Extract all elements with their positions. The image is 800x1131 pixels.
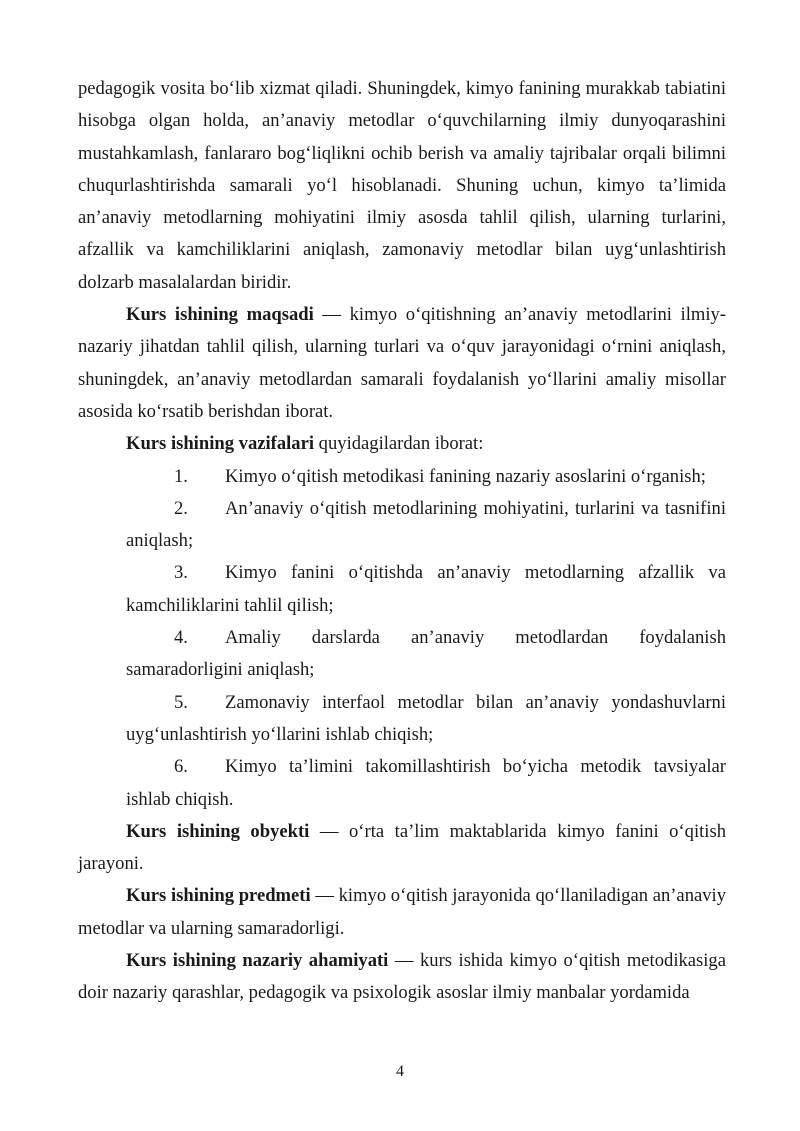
object-label: Kurs ishining obyekti — [126, 820, 310, 842]
task-text: Amaliy darslarda an’anaviy metodlardan foydalanish samaradorligini aniqlash; — [126, 627, 726, 681]
subject-paragraph — [78, 880, 726, 945]
task-item-1 — [78, 461, 726, 493]
task-number: 6. — [174, 756, 188, 778]
object-paragraph — [78, 816, 726, 881]
task-number: 2. — [174, 497, 188, 519]
task-item-6 — [78, 751, 726, 816]
task-number: 1. — [174, 465, 188, 487]
tasks-text: quyidagilardan iborat: — [314, 433, 484, 455]
task-text: An’anaviy o‘qitish metodlarining mohiyatini, turlarini va tasnifini aniqlash; — [126, 497, 726, 552]
goal-paragraph — [78, 299, 726, 428]
tasks-paragraph — [78, 428, 726, 460]
task-number: 3. — [174, 562, 188, 584]
task-number: 4. — [174, 627, 188, 649]
task-item-4 — [78, 622, 726, 687]
page-number: 4 — [396, 1063, 404, 1080]
task-item-2 — [78, 493, 726, 558]
subject-text: — kimyo o‘qitish jarayonida qo‘llaniladigan an’anaviy metodlar va ularning samaradorligi. — [78, 885, 726, 939]
task-number: 5. — [174, 691, 188, 713]
task-text: Kimyo fanini o‘qitishda an’anaviy metodlarning afzallik va kamchiliklarini tahlil qilish; — [126, 562, 726, 616]
theory-paragraph — [78, 945, 726, 1010]
task-text: Kimyo o‘qitish metodikasi fanining nazariy asoslarini o‘rganish; — [225, 465, 706, 487]
task-item-3 — [78, 557, 726, 622]
object-text: — o‘rta ta’lim maktablarida kimyo fanini o‘qitish jarayoni. — [78, 820, 726, 875]
tasks-label: Kurs ishining vazifalari — [126, 433, 315, 455]
theory-label: Kurs ishining nazariy ahamiyati — [126, 950, 389, 972]
task-text: Zamonaviy interfaol metodlar bilan an’anaviy yondashuvlarni uyg‘unlashtirish yo‘llarini ishlab chiqish; — [126, 691, 726, 745]
task-text: Kimyo ta’limini takomillashtirish bo‘yicha metodik tavsiyalar ishlab chiqish. — [126, 756, 726, 810]
goal-text: — kimyo o‘qitishning an’anaviy metodlarini ilmiy-nazariy jihatdan tahlil qilish, ularning turlari va o‘quv jarayonidagi o‘rnini aniqlash, shuningdek, an’anaviy metodlardan samarali foydalanish yo‘llarini amaliy misollar asosida ko‘rsatib berishdan iborat. — [78, 304, 726, 422]
task-item-5 — [78, 687, 726, 752]
theory-text: — kurs ishida kimyo o‘qitish metodikasiga doir nazariy qarashlar, pedagogik va psixologik asoslar ilmiy manbalar yordamida — [78, 950, 726, 1004]
goal-label: Kurs ishining maqsadi — [126, 304, 314, 326]
page-content — [78, 73, 726, 1010]
subject-label: Kurs ishining predmeti — [126, 885, 311, 907]
intro-paragraph: pedagogik vosita bo‘lib xizmat qiladi. Shuningdek, kimyo fanining murakkab tabiatini hisobga olgan holda, an’anaviy metodlar o‘quvchilarning ilmiy dunyoqarashini mustahkamlash, fanlararo bog‘liqlikni ochib berish va amaliy tajribalar orqali bilimni chuqurlashtirishda samarali yo‘l hisoblanadi. Shuning uchun, kimyo ta’limida an’anaviy metodlarning mohiyatini ilmiy asosda tahlil qilish, ularning turlarini, afzallik va kamchiliklarini aniqlash, zamonaviy metodlar bilan uyg‘unlashtirish dolzarb masalalardan biridir. — [78, 78, 726, 293]
